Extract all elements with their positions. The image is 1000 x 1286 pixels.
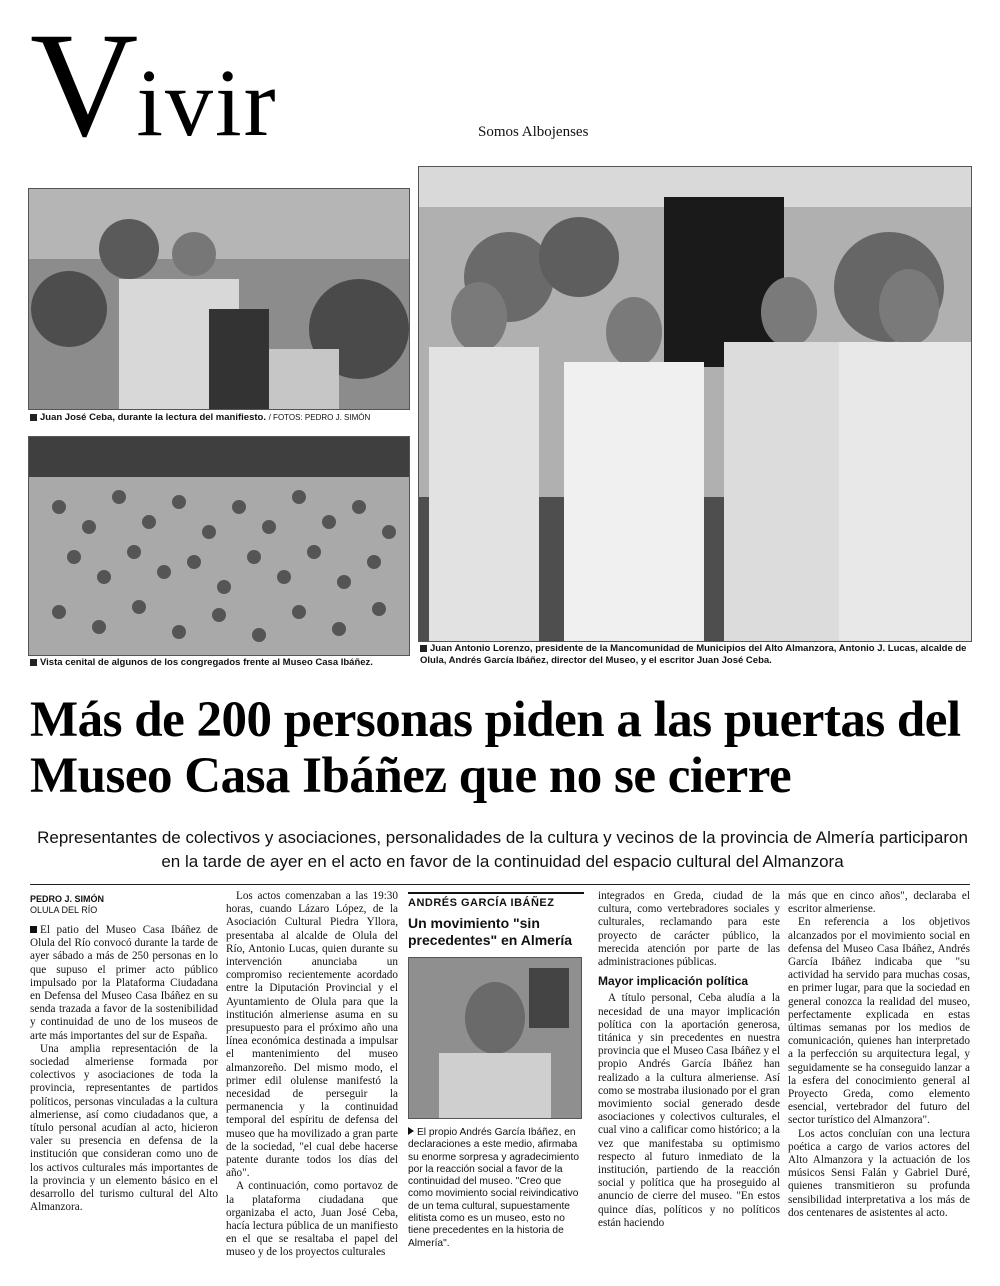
photo-group-caption — [420, 643, 970, 667]
byline-location: OLULA DEL RÍO — [30, 905, 98, 915]
section-title-initial: V — [30, 2, 137, 168]
caption-bullet-icon — [30, 659, 37, 666]
article-column-4 — [598, 890, 780, 1230]
photo-speaker-caption-text: Juan José Ceba, durante la lectura del manifiesto. — [40, 412, 266, 423]
caption-bullet-icon — [30, 414, 37, 421]
photo-speaker — [28, 188, 410, 410]
paragraph: más que en cinco años", declaraba el escritor almeriense. — [788, 890, 970, 916]
photo-group — [418, 166, 972, 642]
paragraph: Los actos comenzaban a las 19:30 horas, cuando Lázaro López, de la Asociación Cultural Piedra Yllora, presentaba al alcalde de Olula del Río, Antonio Lucas, quien durante su intervención anunciaba un compromiso recientemente acordado entre la Diputación Provincial y el Ayuntamiento de Olula para que la institución almeriense asuma en su presupuesto para el próximo año una línea económica destinada a impulsar el mantenimiento del museo almanzoreño. Del mismo modo, el primer edil olulense manifestó la necesidad de perseguir la permanencia y la continuidad temporal del espíritu de defensa del museo que ha movilizado a gran parte de la sociedad, "el cual debe hacerse patente durante todos los días del año". — [226, 890, 398, 1180]
photo-crowd-caption — [30, 657, 410, 669]
article-deck: Representantes de colectivos y asociaciones, personalidades de la cultura y vecinos de la provincia de Almería participaron en la tarde de ayer en el acto en favor de la continuidad del espacio cultural del Almanzora — [37, 828, 968, 871]
section-subtitle: Somos Albojenses — [478, 124, 589, 140]
byline-author: PEDRO J. SIMÓN — [30, 894, 105, 904]
byline — [30, 894, 220, 916]
arrow-icon — [408, 1127, 414, 1135]
interview-author: ANDRÉS GARCÍA IBÁÑEZ — [408, 897, 555, 909]
section-title-rest: ivir — [136, 49, 278, 156]
paragraph: Una amplia representación de la sociedad almeriense formada por colectivos y asociaciones de toda la provincia, representantes de partidos políticos, personas vinculadas a la cultura almeriense, así como ciudadanos que, a título personal acudían al acto, hicieron valer su presencia en defensa de la institución que consideran como uno de los activos culturales más importantes de la provincia y un elemento básico en el desarrollo del turismo cultural del Alto Almanzora. — [30, 1042, 218, 1214]
paragraph: En referencia a los objetivos alcanzados por el movimiento social en defensa del Museo Casa Ibáñez, Andrés García Ibáñez indicaba que "su actividad ha servido para muchas cosas, en primer lugar, para que la sociedad en general conozca la realidad del museo, perfectamente explicada en estas últimas semanas por los medios de comunicación, quienes han interpretado a la perfección su arquitectura legal, y seguidamente se ha conseguido lanzar a la esfera del conocimiento general al Proyecto Greda, como elemento esencial, vertebrador del futuro del sector turístico del Almanzora". — [788, 916, 970, 1127]
photo-crowd — [28, 436, 410, 656]
article-headline: Más de 200 personas piden a las puertas del Museo Casa Ibáñez que no se cierre — [30, 692, 961, 804]
photo-group-caption-text: Juan Antonio Lorenzo, presidente de la Mancomunidad de Municipios del Alto Almanzora, Antonio J. Lucas, alcalde de Olula, Andrés García Ibáñez, director del Museo, y el escritor Juan José Ceba. — [420, 643, 967, 666]
photo-speaker-image — [29, 189, 409, 409]
interview-text — [408, 1127, 584, 1250]
paragraph-marker-icon — [30, 926, 37, 933]
article-column-5 — [788, 890, 970, 1220]
photo-credit: / FOTOS: PEDRO J. SIMÓN — [268, 413, 371, 422]
interview-text-body: El propio Andrés García Ibáñez, en declaraciones a este medio, afirmaba su enorme sorpresa y agradecimiento por la reacción social a favor de la continuidad del museo. "Creo que como movimiento social reivindicativo de un tema cultural, supuestamente elitista como es un museo, esto no tiene precedentes en la historia de Almería". — [408, 1127, 580, 1249]
paragraph-text: El patio del Museo Casa Ibáñez de Olula del Río convocó durante la tarde de ayer sábado a más de 250 personas en lo que supuso el primer acto público impulsado por la Plataforma Ciudadana en Defensa del Museo Casa Ibáñez en su senda trazada a favor de la sostenibilidad y continuidad de uno de los museos de arte más importantes del sur de España. — [30, 924, 218, 1042]
photo-crowd-image — [29, 437, 409, 655]
paragraph: A continuación, como portavoz de la plataforma ciudadana que organizaba el acto, Juan José Ceba, hacía lectura pública de un manifiesto en el que se resaltaba el papel del museo y de los proyectos culturales — [226, 1180, 398, 1259]
article-column-1 — [30, 924, 218, 1214]
deck-divider — [30, 884, 970, 885]
caption-bullet-icon — [420, 645, 427, 652]
interview-title: Un movimiento "sin precedentes" en Almería — [408, 915, 573, 948]
interview-photo-image — [409, 958, 581, 1118]
article-column-2 — [226, 890, 398, 1260]
photo-group-image — [419, 167, 971, 641]
subhead: Mayor implicación política — [598, 974, 749, 989]
paragraph: Los actos concluían con una lectura poética a cargo de varios actores del Alto Almanzora y la actuación de los músicos Sensi Falán y Gabriel Duré, quienes transmitieron su profunda sensibilidad interpretativa a los más de dos centenares de asistentes al acto. — [788, 1127, 970, 1219]
section-title — [30, 2, 278, 178]
interview-photo — [408, 957, 582, 1119]
photo-crowd-caption-text: Vista cenital de algunos de los congregados frente al Museo Casa Ibáñez. — [40, 657, 373, 668]
paragraph: A título personal, Ceba aludía a la necesidad de una mayor implicación política con la aportación generosa, titánica y sin precedentes en nuestra provincia que el Museo Casa Ibáñez y el propio Andrés García Ibáñez han realizado a la cultura almeriense. Así como se mostraba ilusionado por el gran movimiento social generado desde asociaciones y colectivos culturales, el cual vino a calificar como histórico; a la vez que manifestaba su optimismo respecto al futuro inmediato de la institución, partiendo de la reacción social y política que ha proseguido al anuncio de cierre del museo. "En estos quince días, políticos y no políticos están haciendo — [598, 992, 780, 1229]
interview-box — [408, 892, 584, 1278]
paragraph — [30, 924, 218, 1043]
photo-speaker-caption — [30, 412, 410, 424]
paragraph: integrados en Greda, ciudad de la cultura, como vertebradores sociales y culturales, reclamando para este proyecto de carácter público, la merecida atención por parte de las administraciones públicas. — [598, 890, 780, 969]
